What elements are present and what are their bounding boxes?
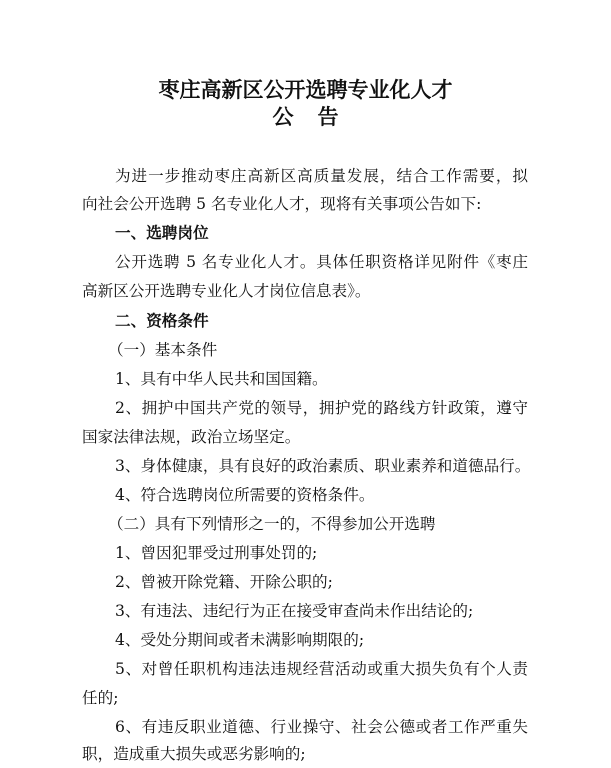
exclusion-item-4: 4、受处分期间或者未满影响期限的; [115, 631, 365, 649]
section-1-line-2: 高新区公开选聘专业化人才岗位信息表》。 [82, 282, 371, 300]
document-title: 枣庄高新区公开选聘专业化人才 [158, 77, 453, 102]
condition-item-3: 3、身体健康，具有良好的政治素质、职业素养和道德品行。 [115, 457, 531, 475]
intro-line-2: 向社会公开选聘 5 名专业化人才，现将有关事项公告如下: [82, 195, 482, 213]
exclusion-item-1: 1、曾因犯罪受过刑事处罚的; [115, 544, 318, 562]
exclusion-item-6-line-2: 职，造成重大损失或恶劣影响的; [82, 745, 306, 763]
exclusion-item-5-line-1: 5、对曾任职机构违法违规经营活动或重大损失负有个人责 [115, 660, 528, 678]
condition-item-2-line-2: 国家法律法规，政治立场坚定。 [82, 428, 301, 446]
exclusion-item-6-line-1: 6、有违反职业道德、行业操守、社会公德或者工作严重失 [115, 718, 528, 736]
section-heading-1: 一、选聘岗位 [115, 224, 209, 242]
section-1-line-1: 公开选聘 5 名专业化人才。具体任职资格详见附件《枣庄 [115, 253, 528, 271]
document-subtitle: 公告 [272, 104, 363, 129]
exclusion-item-3: 3、有违法、违纪行为正在接受审查尚未作出结论的; [115, 602, 474, 620]
condition-item-1: 1、具有中华人民共和国国籍。 [115, 370, 328, 388]
section-heading-2: 二、资格条件 [115, 312, 209, 330]
condition-item-2-line-1: 2、拥护中国共产党的领导，拥护党的路线方针政策，遵守 [115, 399, 528, 417]
condition-item-4: 4、符合选聘岗位所需要的资格条件。 [115, 486, 375, 504]
exclusion-item-5-line-2: 任的; [82, 689, 119, 707]
intro-line-1: 为进一步推动枣庄高新区高质量发展，结合工作需要，拟 [115, 167, 528, 185]
subsection-heading-1: （一）基本条件 [108, 341, 218, 359]
exclusion-item-2: 2、曾被开除党籍、开除公职的; [115, 573, 333, 591]
subsection-heading-2: （二）具有下列情形之一的，不得参加公开选聘 [108, 515, 436, 533]
